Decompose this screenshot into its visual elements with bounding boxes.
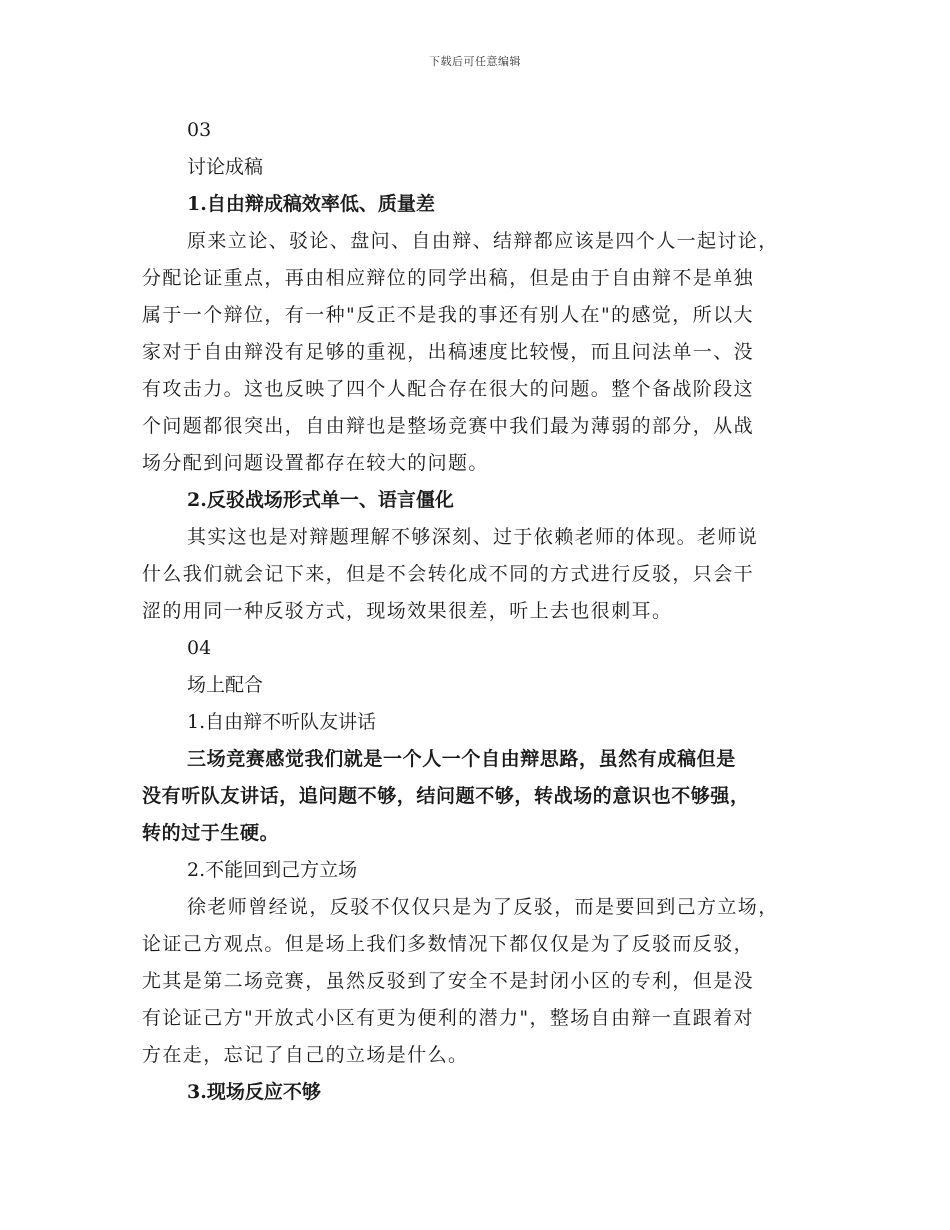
section-number: 03 xyxy=(187,119,212,141)
paragraph-line: 徐老师曾经说，反驳不仅仅只是为了反驳，而是要回到己方立场， xyxy=(187,896,779,918)
paragraph-line: 其实这也是对辩题理解不够深刻、过于依赖老师的体现。老师说 xyxy=(187,526,759,548)
paragraph-line: 转的过于生硬。 xyxy=(142,822,280,844)
paragraph-line: 家对于自由辩没有足够的重视，出稿速度比较慢，而且问法单一、没 xyxy=(142,341,755,363)
section-title: 场上配合 xyxy=(187,674,264,696)
paragraph-line: 有论证己方"开放式小区有更为便利的潜力"，整场自由辩一直跟着对 xyxy=(142,1007,754,1029)
paragraph-line: 没有听队友讲话，追问题不够，结问题不够，转战场的意识也不够强， xyxy=(142,785,750,807)
paragraph-line: 尤其是第二场竞赛，虽然反驳到了安全不是封闭小区的专利，但是没 xyxy=(142,970,755,992)
paragraph-line: 论证己方观点。但是场上我们多数情况下都仅仅是为了反驳而反驳， xyxy=(142,933,755,955)
paragraph-line: 个问题都很突出，自由辩也是整场竞赛中我们最为薄弱的部分，从战 xyxy=(142,415,755,437)
paragraph-line: 涩的用同一种反驳方式，现场效果很差，听上去也很刺耳。 xyxy=(142,600,673,622)
item-heading: 1.自由辩成稿效率低、质量差 xyxy=(187,193,435,215)
page-header: 下载后可任意编辑 xyxy=(429,55,521,68)
paragraph-line: 有攻击力。这也反映了四个人配合存在很大的问题。整个备战阶段这 xyxy=(142,378,755,400)
paragraph xyxy=(142,889,822,1074)
section-number: 04 xyxy=(187,637,212,659)
paragraph-line: 属于一个辩位，有一种"反正不是我的事还有别人在"的感觉，所以大 xyxy=(142,304,754,326)
paragraph-line: 场分配到问题设置都存在较大的问题。 xyxy=(142,452,489,474)
item-heading: 1.自由辩不听队友讲话 xyxy=(187,711,377,733)
paragraph-line: 方在走，忘记了自己的立场是什么。 xyxy=(142,1044,469,1066)
section-title: 讨论成稿 xyxy=(187,156,264,178)
paragraph xyxy=(142,223,822,482)
paragraph-line: 什么我们就会记下来，但是不会转化成不同的方式进行反驳，只会干 xyxy=(142,563,755,585)
item-heading: 2.不能回到己方立场 xyxy=(187,859,358,881)
paragraph-line: 三场竞赛感觉我们就是一个人一个自由辩思路，虽然有成稿但是 xyxy=(187,748,736,770)
item-heading: 2.反驳战场形式单一、语言僵化 xyxy=(187,489,454,511)
item-heading: 3.现场反应不够 xyxy=(187,1081,321,1103)
paragraph xyxy=(142,519,822,630)
paragraph-line: 分配论证重点，再由相应辩位的同学出稿，但是由于自由辩不是单独 xyxy=(142,267,755,289)
paragraph-line: 原来立论、驳论、盘问、自由辩、结辩都应该是四个人一起讨论， xyxy=(187,230,779,252)
document-body xyxy=(142,112,822,1111)
paragraph xyxy=(142,741,822,852)
